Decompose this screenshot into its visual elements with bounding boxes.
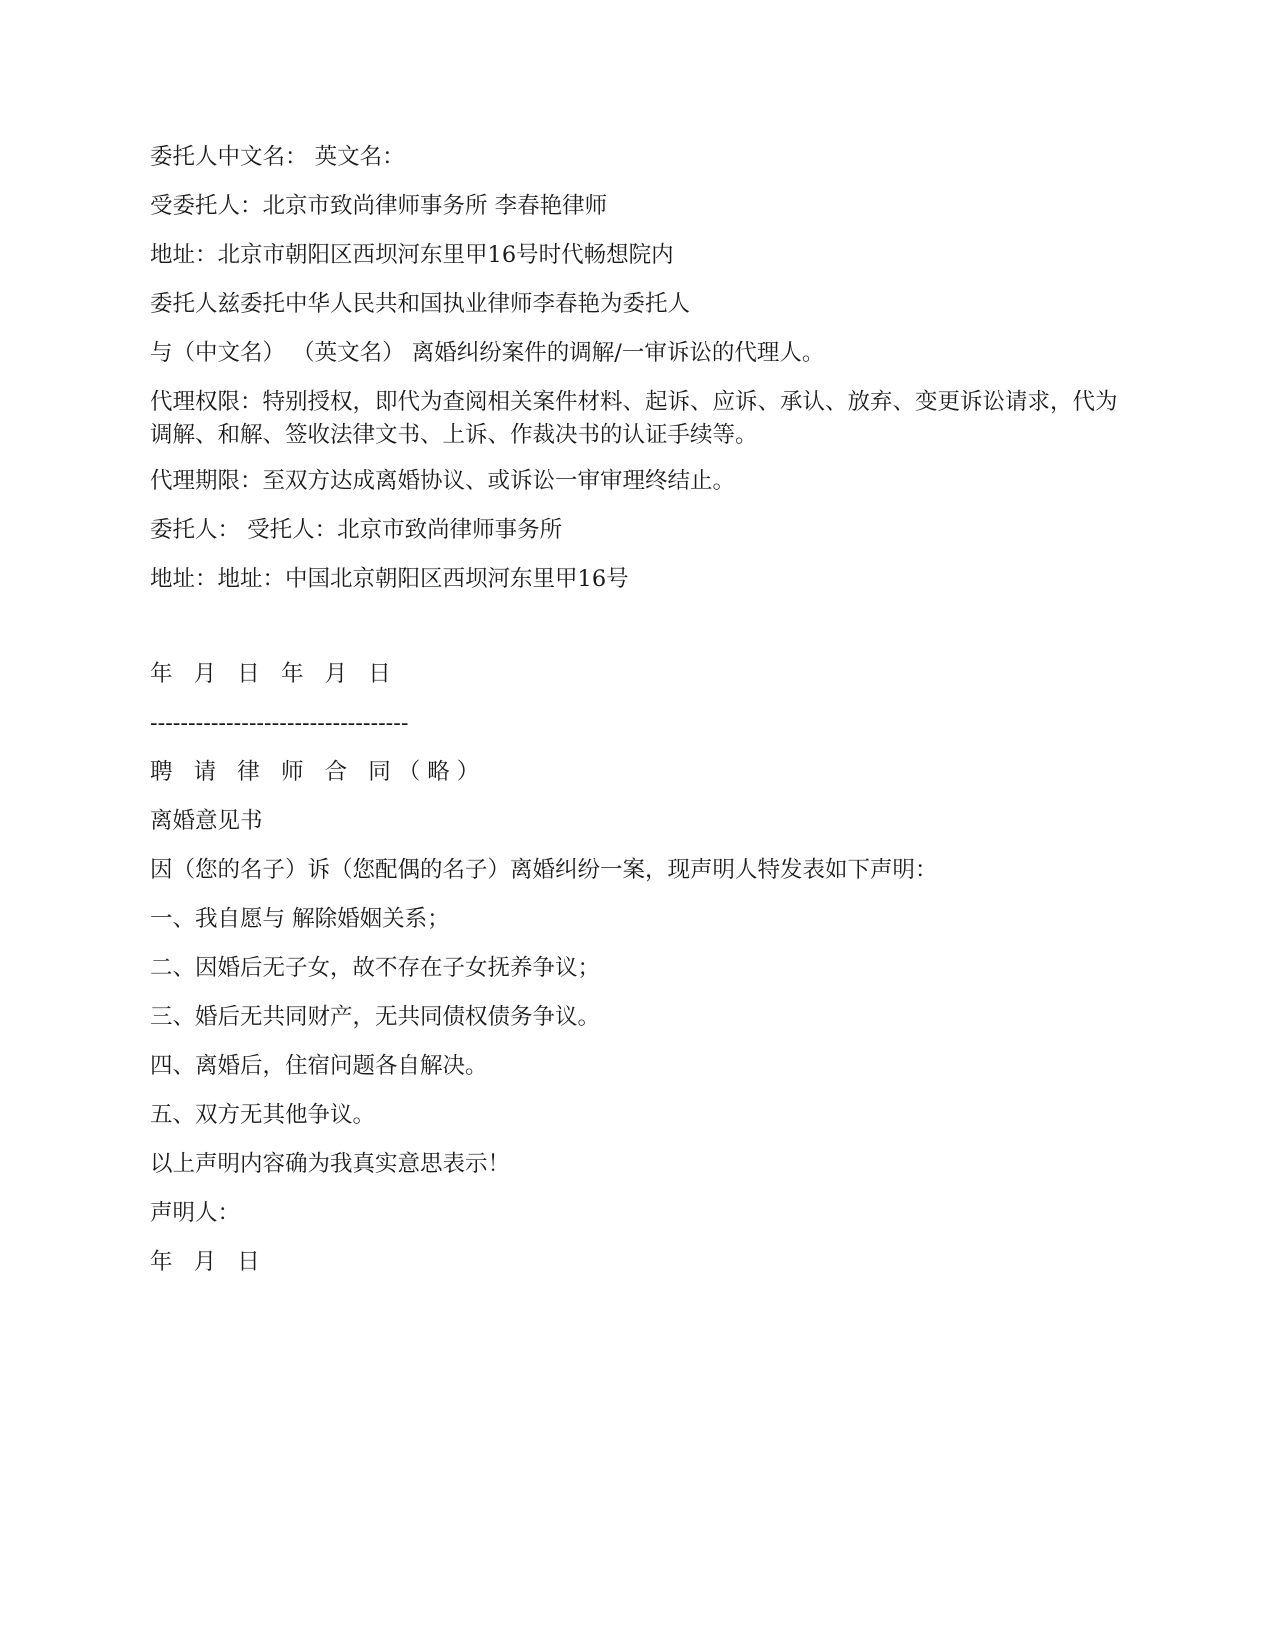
opinion-item-1: 一、我自愿与 解除婚姻关系；: [150, 906, 450, 932]
signature-dates-line: 年 月 日 年 月 日: [150, 661, 398, 687]
opinion-closing: 以上声明内容确为我真实意思表示！: [150, 1151, 511, 1177]
term-line: 代理期限：至双方达成离婚协议、或诉讼一审审理终结止。: [150, 468, 736, 494]
contract-title: 聘 请 律 师 合 同（略）: [150, 759, 487, 785]
case-scope-line: 与（中文名） （英文名） 离婚纠纷案件的调解/一审诉讼的代理人。: [150, 340, 825, 366]
signatory-addresses-line: 地址：地址：中国北京朝阳区西坝河东里甲16号: [150, 566, 629, 592]
declaration-date-line: 年 月 日: [150, 1249, 267, 1275]
section-divider: ----------------------------------: [150, 710, 409, 736]
signatories-line: 委托人： 受托人：北京市致尚律师事务所: [150, 517, 563, 543]
principal-names-line: 委托人中文名： 英文名：: [150, 144, 405, 170]
declarant-line: 声明人：: [150, 1200, 241, 1226]
opinion-item-3: 三、婚后无共同财产，无共同债权债务争议。: [150, 1004, 601, 1030]
opinion-title: 离婚意见书: [150, 808, 263, 834]
appointment-line: 委托人兹委托中华人民共和国执业律师李春艳为委托人: [150, 291, 691, 317]
agent-line: 受委托人：北京市致尚律师事务所 李春艳律师: [150, 193, 608, 219]
opinion-item-5: 五、双方无其他争议。: [150, 1102, 376, 1128]
opinion-item-4: 四、离婚后，住宿问题各自解决。: [150, 1053, 488, 1079]
address-line: 地址：北京市朝阳区西坝河东里甲16号时代畅想院内: [150, 242, 674, 268]
opinion-intro: 因（您的名子）诉（您配偶的名子）离婚纠纷一案，现声明人特发表如下声明：: [150, 857, 938, 883]
opinion-item-2: 二、因婚后无子女，故不存在子女抚养争议；: [150, 955, 601, 981]
authority-paragraph: 代理权限：特别授权，即代为查阅相关案件材料、起诉、应诉、承认、放弃、变更诉讼请求，代为调解、和解、签收法律文书、上诉、作裁决书的认证手续等。: [150, 389, 1118, 448]
